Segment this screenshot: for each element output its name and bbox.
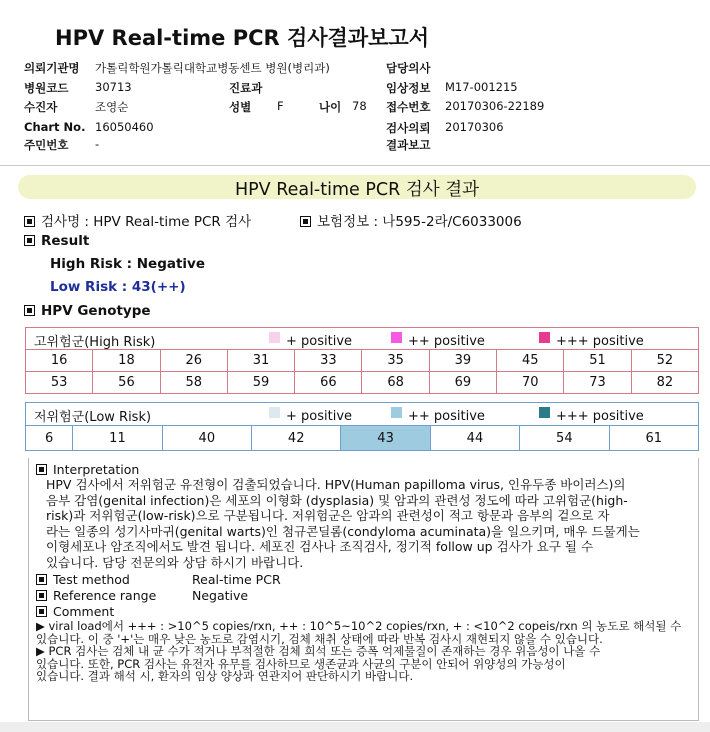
genotype-heading <box>24 303 151 319</box>
legend-swatch <box>391 332 402 343</box>
checkbox-icon <box>300 216 311 227</box>
low-risk-label: 저위험군(Low Risk) <box>34 410 152 425</box>
genotype-cell: 52 <box>631 350 698 372</box>
comment-line: 있습니다. 결과 해석 시, 환자의 임상 양상과 연관지어 판단하시기 바랍니다. <box>36 669 414 683</box>
header-label: 검사의뢰 <box>386 121 431 135</box>
header-value: 16050460 <box>95 120 154 134</box>
header-value: 가톨릭학원가톨릭대학교병동센트 병원(병리과) <box>95 61 330 75</box>
genotype-cell: 16 <box>26 350 93 372</box>
header-value: 20170306-22189 <box>445 99 545 113</box>
result-heading-text: Result <box>41 233 90 249</box>
header-value: 20170306 <box>445 120 504 134</box>
legend-swatch <box>269 407 280 418</box>
header-label: 접수번호 <box>386 100 431 114</box>
table-row <box>26 426 699 451</box>
legend-text: ++ positive <box>408 409 485 424</box>
banner-title: HPV Real-time PCR 검사 결과 <box>234 180 480 200</box>
genotype-cell: 26 <box>160 350 227 372</box>
genotype-cell: 45 <box>497 350 564 372</box>
genotype-cell: 6 <box>26 426 73 451</box>
insurance-info <box>300 210 522 230</box>
footer-strip <box>0 722 710 732</box>
legend-swatch <box>539 407 550 418</box>
interpretation-text <box>46 477 696 570</box>
reference-range <box>36 588 156 604</box>
legend-swatch <box>269 332 280 343</box>
header-value: 78 <box>352 99 367 113</box>
reference-range-value: Negative <box>192 588 249 603</box>
header-label: 주민번호 <box>24 138 69 152</box>
genotype-cell: 68 <box>362 372 429 394</box>
header-label: Chart No. <box>24 120 86 134</box>
header-value: - <box>95 137 100 151</box>
genotype-cell: 56 <box>93 372 160 394</box>
reference-range-label: Reference range <box>53 588 157 603</box>
table-row <box>26 350 699 372</box>
legend-text: +++ positive <box>556 334 644 349</box>
genotype-cell: 51 <box>564 350 631 372</box>
result-banner <box>18 175 696 199</box>
header-label: 진료과 <box>229 81 263 95</box>
genotype-cell: 66 <box>295 372 362 394</box>
legend-plus-plus <box>391 331 485 349</box>
high-risk-header <box>25 327 699 350</box>
genotype-heading-text: HPV Genotype <box>41 303 151 319</box>
header-label: 성별 <box>229 100 252 114</box>
genotype-cell: 59 <box>227 372 294 394</box>
checkbox-icon <box>36 606 47 617</box>
low-risk-table <box>25 425 699 451</box>
legend-text: + positive <box>286 409 353 424</box>
checkbox-icon <box>36 590 47 601</box>
comment-label: Comment <box>53 604 115 619</box>
high-risk-result: High Risk : Negative <box>50 256 205 272</box>
report-title: HPV Real-time PCR 검사결과보고서 <box>55 26 429 50</box>
checkbox-icon <box>24 216 35 227</box>
header-label: 병원코드 <box>24 81 69 95</box>
interpretation-label: Interpretation <box>53 462 140 477</box>
checkbox-icon <box>36 574 47 585</box>
genotype-cell: 82 <box>631 372 698 394</box>
genotype-cell: 61 <box>609 426 698 451</box>
genotype-cell: 43 <box>341 426 430 451</box>
header-label: 나이 <box>319 100 342 114</box>
legend-plus-plus-plus <box>539 331 644 349</box>
interpretation-heading <box>36 462 139 478</box>
genotype-cell: 33 <box>295 350 362 372</box>
test-method-value: Real-time PCR <box>192 572 281 587</box>
genotype-cell: 39 <box>429 350 496 372</box>
genotype-cell: 73 <box>564 372 631 394</box>
genotype-cell: 58 <box>160 372 227 394</box>
test-name-text: 검사명 : HPV Real-time PCR 검사 <box>41 214 252 230</box>
header-value: 조영순 <box>95 100 129 114</box>
high-risk-label: 고위험군(High Risk) <box>34 335 156 350</box>
table-row <box>26 372 699 394</box>
legend-plus <box>269 406 353 424</box>
header-label: 의뢰기관명 <box>24 61 80 75</box>
divider <box>0 165 710 166</box>
genotype-cell: 42 <box>252 426 341 451</box>
comment-line: ▶ PCR 검사는 검체 내 균 수가 적거나 부적절한 검체 희석 또는 증폭 억제물질이 존재하는 경우 위음성이 나올 수 <box>36 644 601 658</box>
checkbox-icon <box>36 464 47 475</box>
interpretation-line: HPV 검사에서 저위험군 유전형이 검출되었습니다. HPV(Human papilloma virus, 인유두종 바이러스)의 <box>46 477 626 492</box>
header-value: F <box>277 99 284 113</box>
interpretation-line: 있습니다. 담당 전문의와 상담 하시기 바랍니다. <box>46 554 304 570</box>
genotype-cell: 31 <box>227 350 294 372</box>
header-label: 수진자 <box>24 100 58 114</box>
test-method <box>36 572 130 588</box>
legend-text: + positive <box>286 334 353 349</box>
interpretation-line: 이형세포나 암조직에서도 발견 됩니다. 세포진 검사나 조직검사, 정기적 follow up 검사가 요구 될 수 <box>46 539 594 554</box>
interpretation-line: risk)과 저위험군(low-risk)으로 구분됩니다. 저위험군은 암과의 관련성이 적고 항문과 음부의 겉으로 자 <box>46 508 610 523</box>
genotype-cell: 35 <box>362 350 429 372</box>
checkbox-icon <box>24 305 35 316</box>
legend-text: +++ positive <box>556 409 644 424</box>
genotype-cell: 18 <box>93 350 160 372</box>
comment-line: 있습니다. 또한, PCR 검사는 유전자 유무를 검사하므로 생존균과 사균의 구분이 안되어 위양성의 가능성이 <box>36 656 566 671</box>
genotype-cell: 69 <box>429 372 496 394</box>
insurance-text: 보험정보 : 나595-2라/C6033006 <box>317 214 522 230</box>
header-value: M17-001215 <box>445 80 518 94</box>
legend-plus-plus <box>391 406 485 424</box>
genotype-cell: 70 <box>497 372 564 394</box>
interpretation-line: 음부 감염(genital infection)은 세포의 이형화 (dysplasia) 및 암과의 관련성 정도에 따라 고위험군(high- <box>46 492 628 508</box>
comment-text <box>36 620 696 683</box>
legend-plus <box>269 331 353 349</box>
legend-text: ++ positive <box>408 334 485 349</box>
comment-line: ▶ viral load에서 +++ : >10^5 copies/rxn, ++ : 10^5~10^2 copies/rxn, + : <10^2 copeis/rxn 의 농도로 해석될 수 <box>36 619 682 633</box>
genotype-cell: 11 <box>73 426 162 451</box>
interpretation-line: 라는 일종의 성기사마귀(genital warts)인 첨규콘딜롬(condyloma acuminata)을 일으키며, 매우 드물게는 <box>46 523 640 539</box>
low-risk-header <box>25 402 699 425</box>
result-heading <box>24 233 89 249</box>
genotype-cell: 44 <box>430 426 519 451</box>
genotype-cell: 54 <box>520 426 609 451</box>
header-label: 임상정보 <box>386 81 431 95</box>
checkbox-icon <box>24 235 35 246</box>
high-risk-table <box>25 349 699 394</box>
legend-swatch <box>539 332 550 343</box>
test-method-label: Test method <box>53 572 130 587</box>
header-label: 결과보고 <box>386 138 431 152</box>
genotype-cell: 53 <box>26 372 93 394</box>
low-risk-result: Low Risk : 43(++) <box>50 279 186 295</box>
genotype-cell: 40 <box>162 426 251 451</box>
test-name <box>24 210 251 230</box>
legend-swatch <box>391 407 402 418</box>
legend-plus-plus-plus <box>539 406 644 424</box>
header-label: 담당의사 <box>386 61 431 75</box>
comment-line: 있습니다. 이 중 '+'는 매우 낮은 농도로 감염시기, 검체 채취 상태에 따라 반복 검사시 재현되지 않을 수 있습니다. <box>36 631 603 646</box>
comment-heading <box>36 604 114 620</box>
header-value: 30713 <box>95 80 132 94</box>
